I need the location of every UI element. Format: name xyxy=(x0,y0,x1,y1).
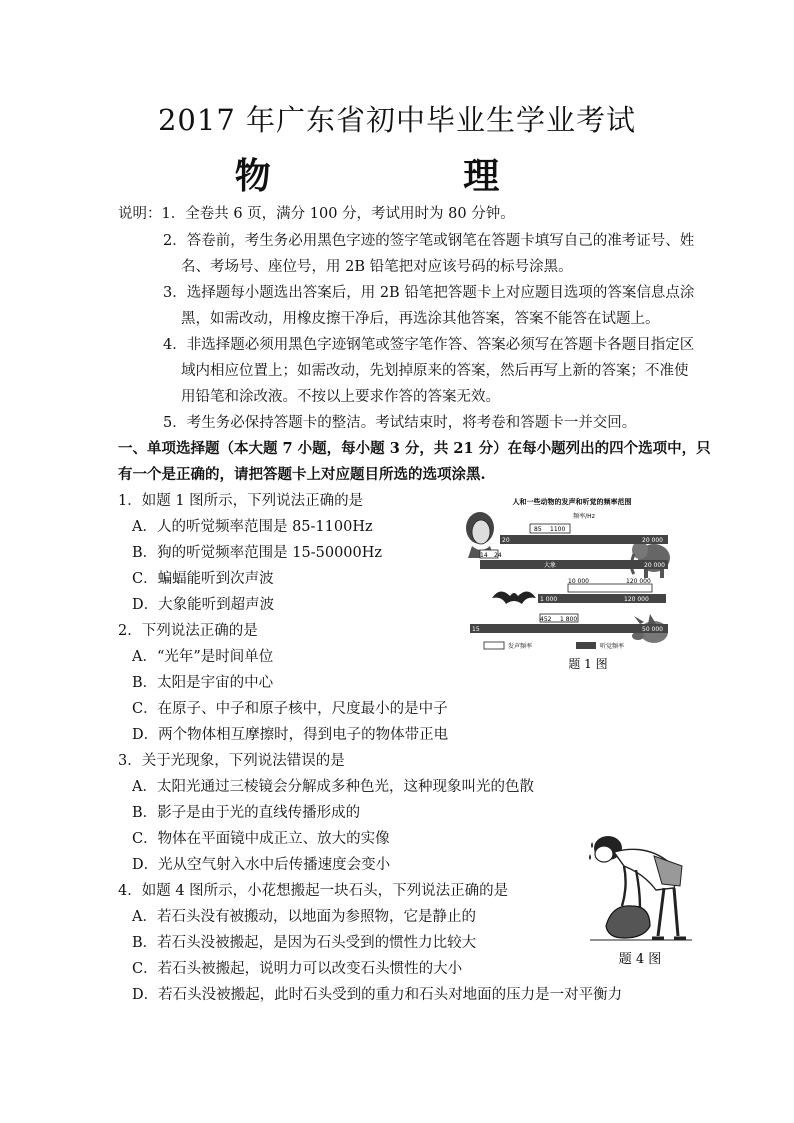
figure-4 xyxy=(584,826,694,974)
instruction-item: 黑，如需改动，用橡皮擦干净后，再选涂其他答案，答案不能答在试题上。 xyxy=(181,311,660,327)
instruction-item: 3．选择题每小题选出答案后，用 2B 铅笔把答题卡上对应题目选项的答案信息点涂 xyxy=(163,285,695,301)
bar-label: 1100 xyxy=(550,526,566,533)
legend-emit-label: 发声频率 xyxy=(508,643,533,650)
bar-label: 120 000 xyxy=(624,596,649,603)
figure-4-caption: 题 4 图 xyxy=(618,952,662,967)
instruction-item: 名、考场号、座位号，用 2B 铅笔把对应该号码的标号涂黑。 xyxy=(181,259,573,275)
question-option: A．“光年”是时间单位 xyxy=(132,649,274,665)
instruction-item: 2．答卷前，考生务必用黑色字迹的签字笔或钢笔在答题卡填写自己的准考证号、姓 xyxy=(163,233,695,249)
bar-label: 14 xyxy=(480,552,488,559)
instruction-item: 域内相应位置上；如需改动，先划掉原来的答案，然后再写上新的答案；不准使 xyxy=(181,363,689,379)
instruction-item: 用铅笔和涂改液。不按以上要求作答的答案无效。 xyxy=(181,389,500,405)
question-option: C．蝙蝠能听到次声波 xyxy=(132,571,274,587)
bar-label: 15 xyxy=(472,626,480,633)
question-stem: 4．如题 4 图所示，小花想搬起一块石头，下列说法正确的是 xyxy=(118,883,509,899)
bar-label: 10 000 xyxy=(568,578,589,585)
legend-emit-swatch xyxy=(484,642,504,649)
figure-1-unit: 频率/Hz xyxy=(573,513,595,520)
instruction-item: 1．全卷共 6 页，满分 100 分，考试用时为 80 分钟。 xyxy=(161,206,515,222)
exam-title: 2017 年广东省初中毕业生学业考试 xyxy=(157,103,637,137)
bar-label: 大象 xyxy=(544,562,557,569)
bar-label: 120 000 xyxy=(626,578,651,585)
question-option: C．若石头被搬起，说明力可以改变石头惯性的大小 xyxy=(132,961,463,977)
question-option: D．两个物体相互摩擦时，得到电子的物体带正电 xyxy=(132,727,449,743)
question-option: D．若石头没被搬起，此时石头受到的重力和石头对地面的压力是一对平衡力 xyxy=(132,987,623,1003)
figure-1-title: 人和一些动物的发声和听觉的频率范围 xyxy=(512,498,632,506)
question-option: C．在原子、中子和原子核中，尺度最小的是中子 xyxy=(132,701,448,717)
instructions-line-1 xyxy=(118,204,515,224)
section-heading: 一、单项选择题（本大题 7 小题，每小题 3 分，共 21 分）在每小题列出的四个选项中，只 xyxy=(118,440,711,457)
question-option: A．太阳光通过三棱镜会分解成多种色光，这种现象叫光的色散 xyxy=(132,779,534,795)
bar-label: 50 000 xyxy=(642,626,663,633)
question-option: A．若石头没有被搬动，以地面为参照物，它是静止的 xyxy=(132,909,476,925)
legend-hear-label: 听觉频率 xyxy=(600,643,625,650)
question-stem: 2．下列说法正确的是 xyxy=(118,623,258,639)
instruction-item: 5．考生务必保持答题卡的整洁。考试结束时，将考卷和答题卡一并交回。 xyxy=(163,415,637,431)
bar-label: 1 000 xyxy=(540,596,558,603)
question-option: D．大象能听到超声波 xyxy=(132,597,275,613)
bar-label: 20 xyxy=(502,537,510,544)
elephant-icon xyxy=(632,541,671,578)
question-option: B．影子是由于光的直线传播形成的 xyxy=(132,805,361,821)
question-stem: 3．关于光现象，下列说法错误的是 xyxy=(118,753,345,769)
bar-label: 85 xyxy=(534,526,542,533)
question-stem: 1．如题 1 图所示，下列说法正确的是 xyxy=(118,493,364,509)
bat-icon xyxy=(492,591,536,604)
legend-hear-swatch xyxy=(576,642,596,649)
question-option: B．狗的听觉频率范围是 15-50000Hz xyxy=(132,545,383,561)
instruction-item: 4．非选择题必须用黑色字迹钢笔或签字笔作答、答案必须写在答题卡各题目指定区 xyxy=(163,337,695,353)
bar-label: 452 xyxy=(540,616,552,623)
girl-lifting-stone-illustration xyxy=(584,826,694,974)
figure-1 xyxy=(464,492,674,682)
instructions-label: 说明： xyxy=(118,206,162,222)
question-option: C．物体在平面镜中成正立、放大的实像 xyxy=(132,831,390,847)
bar-label: 24 xyxy=(494,552,502,559)
question-option: D．光从空气射入水中后传播速度会变小 xyxy=(132,857,391,873)
question-option: B．若石头没被搬起，是因为石头受到的惯性力比较大 xyxy=(132,935,477,951)
question-option: B．太阳是宇宙的中心 xyxy=(132,675,274,691)
bar-label: 20 000 xyxy=(642,537,663,544)
figure-1-caption: 题 1 图 xyxy=(568,657,608,671)
section-heading: 有一个是正确的，请把答题卡上对应题目所选的选项涂黑. xyxy=(118,466,486,483)
bar-label: 1 800 xyxy=(560,616,578,623)
bar-label: 20 000 xyxy=(644,562,665,569)
subject-title: 物 理 xyxy=(234,155,560,197)
frequency-range-figure xyxy=(464,492,674,682)
question-option: A．人的听觉频率范围是 85-1100Hz xyxy=(132,519,373,535)
